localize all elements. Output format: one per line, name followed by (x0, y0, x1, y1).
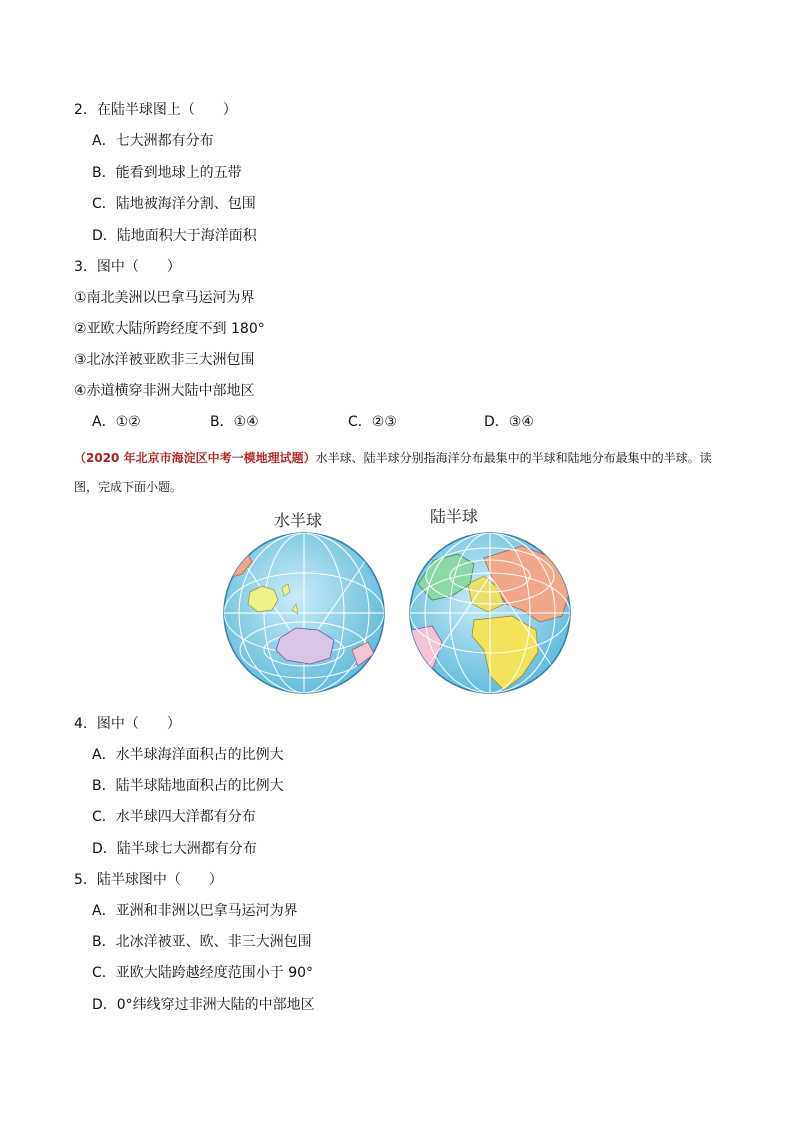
question-2-stem: 2．在陆半球图上（ ） (74, 102, 237, 118)
hemispheres-graphic (222, 500, 582, 705)
water-hemisphere-globe (224, 533, 384, 693)
q5-option-a: A．亚洲和非洲以巴拿马运河为界 (92, 903, 298, 919)
land-hemisphere-globe (410, 533, 570, 693)
water-hemisphere-label: 水半球 (274, 511, 323, 530)
q4-option-b: B．陆半球陆地面积占的比例大 (92, 778, 284, 794)
question-5-stem: 5．陆半球图中（ ） (74, 872, 223, 888)
q3-statement-1: ①南北美洲以巴拿马运河为界 (74, 290, 255, 306)
q2-option-a: A．七大洲都有分布 (92, 133, 214, 149)
q4-option-c: C．水半球四大洋都有分布 (92, 809, 256, 825)
q4-option-d: D．陆半球七大洲都有分布 (92, 841, 257, 857)
passage-intro (74, 444, 734, 502)
q3-option-c: C．②③ (348, 414, 397, 430)
q4-option-a: A．水半球海洋面积占的比例大 (92, 747, 284, 763)
q2-option-d: D．陆地面积大于海洋面积 (92, 228, 257, 244)
q5-option-b: B．北冰洋被亚、欧、非三大洲包围 (92, 934, 312, 950)
q3-statement-3: ③北冰洋被亚欧非三大洲包围 (74, 352, 255, 368)
q2-option-c: C．陆地被海洋分割、包围 (92, 196, 256, 212)
q3-statement-4: ④赤道横穿非洲大陆中部地区 (74, 383, 255, 399)
hemisphere-figure (222, 500, 582, 705)
question-4-stem: 4．图中（ ） (74, 716, 181, 732)
q5-option-c: C．亚欧大陆跨越经度范围小于 90° (92, 965, 314, 981)
q2-option-b: B．能看到地球上的五带 (92, 165, 242, 181)
q3-option-a: A．①② (92, 414, 141, 430)
passage-text: 水半球、陆半球分别指海洋分布最集中的半球和陆地分布最集中的半球。读图，完成下面小题。 (74, 451, 712, 494)
q3-option-b: B．①④ (210, 414, 259, 430)
q3-option-d: D．③④ (484, 414, 534, 430)
question-3-stem: 3．图中（ ） (74, 259, 181, 275)
q3-statement-2: ②亚欧大陆所跨经度不到 180° (74, 321, 265, 337)
q5-option-d: D．0°纬线穿过非洲大陆的中部地区 (92, 997, 315, 1013)
source-citation: （2020 年北京市海淀区中考一模地理试题） (74, 451, 316, 465)
land-hemisphere-label: 陆半球 (430, 507, 479, 526)
